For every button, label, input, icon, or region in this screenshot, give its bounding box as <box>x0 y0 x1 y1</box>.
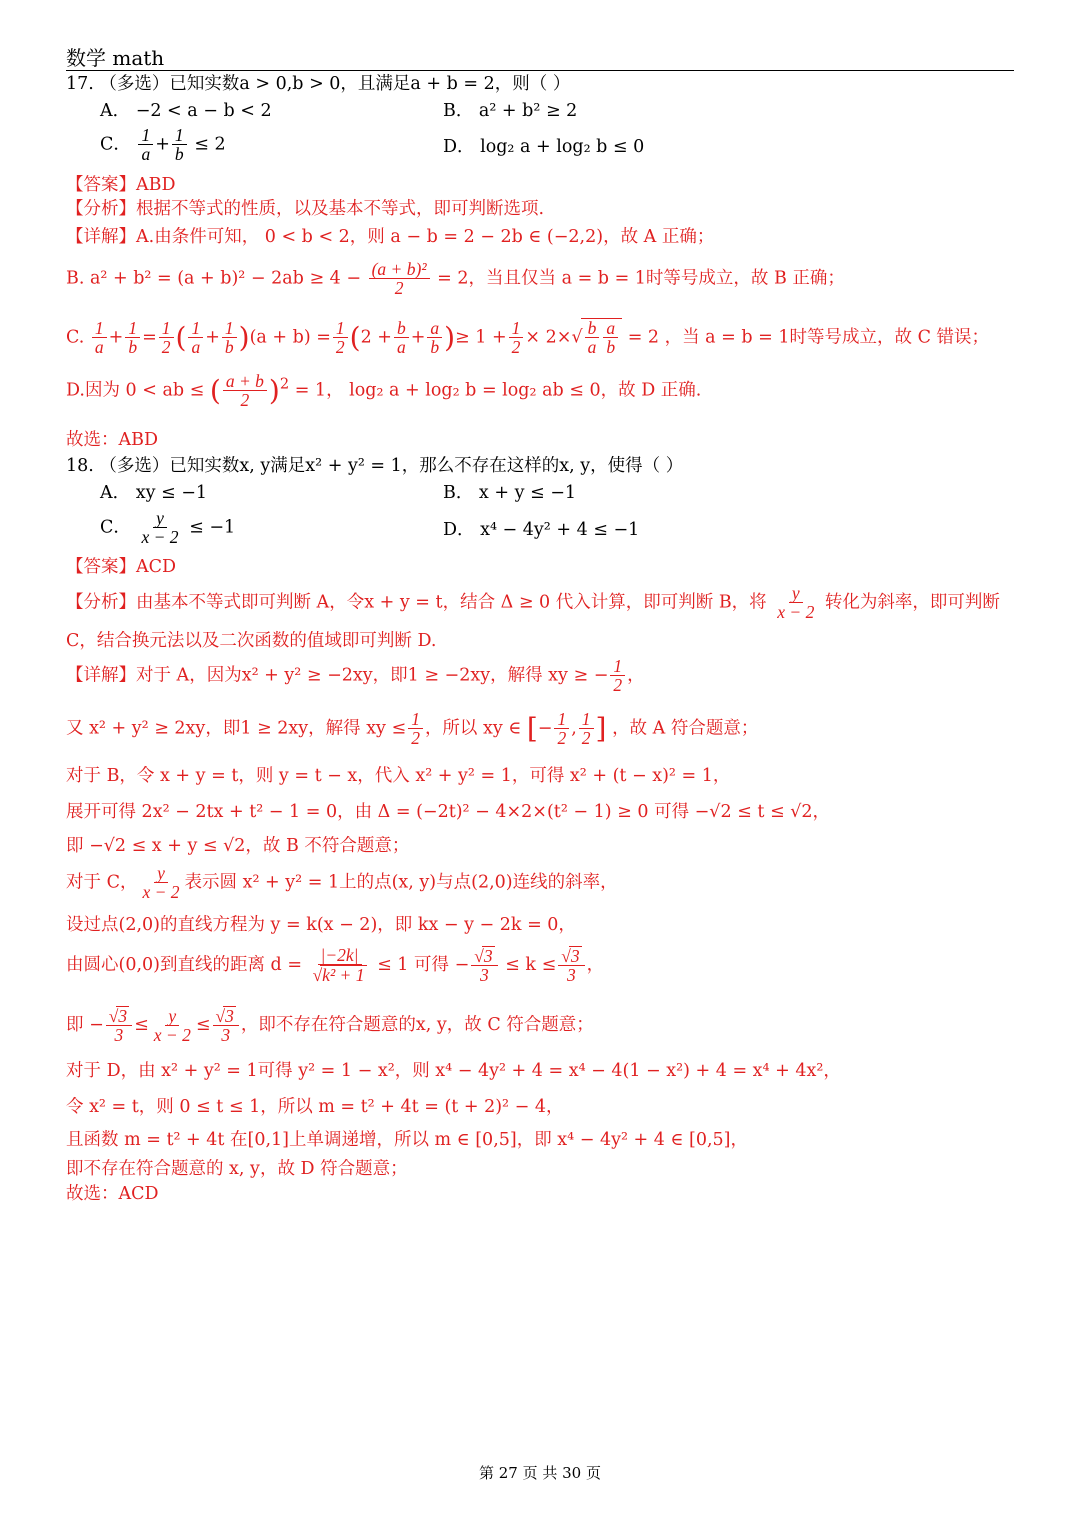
q17-stem: 17. （多选）已知实数a > 0,b > 0，且满足a + b = 2，则（ ） <box>66 74 571 94</box>
q18-option-d: D． x⁴ − 4y² + 4 ≤ −1 <box>443 520 640 540</box>
q17-c-frac-1a: $\frac{1}{a}$ <box>138 126 153 164</box>
q17-option-b: B． a² + b² ≥ 2 <box>443 101 578 121</box>
q17-option-a: A． −2 < a − b < 2 <box>100 101 272 121</box>
q18-conclusion: 故选：ACD <box>66 1184 159 1204</box>
q17-d-frac: $\frac{a + b}{2}$ <box>223 372 267 410</box>
q18-option-c: C． $\frac{y}{x - 2}$ ≤ −1 <box>100 508 236 548</box>
q17-b-frac: $\frac{\text{(a + b)²}}{2}$ <box>369 260 430 298</box>
q18-detail-b1: 对于 B，令 x + y = t，则 y = t − x，代入 x² + y² = 1，可得 x² + (t − x)² = 1， <box>66 766 731 786</box>
q18-c-frac: $\frac{y}{x - 2}$ <box>141 508 179 548</box>
q17-option-c: C． $\frac{1}{a}$ + $\frac{1}{b}$ ≤ 2 <box>100 125 226 165</box>
q18-stem: 18. （多选）已知实数x, y满足x² + y² = 1，那么不存在这样的x, y，使得（ ） <box>66 456 684 476</box>
q18-detail-d2: 令 x² = t，则 0 ≤ t ≤ 1，所以 m = t² + 4t = (t + 2)² − 4， <box>66 1097 564 1117</box>
q18-option-b: B． x + y ≤ −1 <box>443 483 577 503</box>
q18-detail-d1: 对于 D，由 x² + y² = 1可得 y² = 1 − x²，则 x⁴ − 4y² + 4 = x⁴ − 4(1 − x²) + 4 = x⁴ + 4x²， <box>66 1061 841 1081</box>
q18-detail-c1: 对于 C， $\frac{y}{x - 2}$ 表示圆 x² + y² = 1上的点(x, y)与点(2,0)连线的斜率， <box>66 863 618 903</box>
header-title: 数学 math <box>66 46 165 70</box>
q17-answer: 【答案】ABD <box>66 175 176 195</box>
q17-option-d: D． log₂ a + log₂ b ≤ 0 <box>443 137 645 157</box>
q18-detail-d4: 即不存在符合题意的 x, y，故 D 符合题意； <box>66 1159 408 1179</box>
q18-answer: 【答案】ACD <box>66 557 177 577</box>
q17-detail-a: 【详解】A.由条件可知， 0 < b < 2，则 a − b = 2 − 2b ∈ (−2,2)，故 A 正确； <box>66 227 715 247</box>
q18-detail-c2: 设过点(2,0)的直线方程为 y = k(x − 2)，即 kx − y − 2k = 0， <box>66 915 576 935</box>
q18-detail-b2: 展开可得 2x² − 2tx + t² − 1 = 0，由 Δ = (−2t)² − 4×2×(t² − 1) ≥ 0 可得 −√2 ≤ t ≤ √2， <box>66 802 830 822</box>
q18-detail-b3: 即 −√2 ≤ x + y ≤ √2，故 B 不符合题意； <box>66 836 410 856</box>
q18-option-a: A． xy ≤ −1 <box>100 483 208 503</box>
q18-detail-a2: 又 x² + y² ≥ 2xy，即1 ≥ 2xy，解得 xy ≤ $\frac{1}{2}$ ，所以 xy ∈ [− $\frac{1}{2}$ , $\frac{1}{2}$ ] ，故 A 符合题意； <box>66 709 759 749</box>
q18-analysis-1: 【分析】由基本不等式即可判断 A，令x + y = t，结合 Δ ≥ 0 代入计算，即可判断 B，将 $\frac{y}{x - 2}$ 转化为斜率，即可判断 <box>66 583 1000 623</box>
q17-conclusion: 故选：ABD <box>66 430 159 450</box>
page-number: 第 27 页 共 30 页 <box>478 1464 601 1482</box>
q17-option-c-rhs: ≤ 2 <box>194 134 226 155</box>
q17-detail-c: C. $\frac{1}{a}$ + $\frac{1}{b}$ = $\frac{1}{2}$ ( $\frac{1}{a}$ + $\frac{1}{b}$ )(a + b) = $\frac{1}{2}$ (2 + $\frac{b}{a}$ + $\frac{a}{b}$ )≥ 1 + $\frac{1}{2}$ × 2×√ $\frac{b}{a}$ $\frac{a}{b}$ = 2 ，当 a = b = 1时等号成立，故 C 错误； <box>66 318 990 358</box>
q18-detail-a1: 【详解】对于 A，因为x² + y² ≥ −2xy，即1 ≥ −2xy，解得 xy ≥ − $\frac{1}{2}$ ， <box>66 656 645 696</box>
q17-option-c-label: C． <box>100 134 131 155</box>
q17-detail-d: D.因为 0 < ab ≤ ( $\frac{a + b}{2}$ )$^2$ = 1， log₂ a + log₂ b = log₂ ab ≤ 0，故 D 正确. <box>66 371 702 411</box>
q17-analysis: 【分析】根据不等式的性质，以及基本不等式，即可判断选项. <box>66 199 545 219</box>
q17-c-frac-1b: $\frac{1}{b}$ <box>172 126 187 164</box>
q18-analysis-2: C，结合换元法以及二次函数的值域即可判断 D. <box>66 631 437 651</box>
q17-detail-b: B. a² + b² = (a + b)² − 2ab ≥ 4 − $\frac{\text{(a + b)²}}{2}$ = 2，当且仅当 a = b = 1时等号成立，故 B 正确； <box>66 259 845 299</box>
q18-detail-c3: 由圆心(0,0)到直线的距离 d = $\frac{|-2k|}{\text{√k² + 1}}$ ≤ 1 可得 − $\frac{√3}{3}$ ≤ k ≤ $\frac{√3}{3}$ ， <box>66 945 605 986</box>
header-rule <box>66 70 1014 71</box>
q18-detail-c4: 即 − $\frac{√3}{3}$ ≤ $\frac{y}{x - 2}$ ≤ $\frac{√3}{3}$ ，即不存在符合题意的x, y，故 C 符合题意； <box>66 1005 594 1046</box>
q18-detail-d3: 且函数 m = t² + 4t 在[0,1]上单调递增，所以 m ∈ [0,5]，即 x⁴ − 4y² + 4 ∈ [0,5]， <box>66 1130 748 1150</box>
